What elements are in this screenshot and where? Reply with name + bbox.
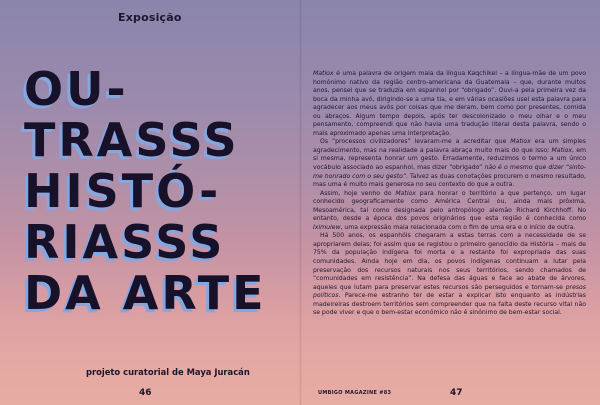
italic-run: Iximulew — [313, 223, 341, 231]
italic-run: não é o mesmo que dizer “sinto-me honrado com o seu gesto” — [313, 164, 586, 180]
title-line: HISTÓ- — [24, 164, 222, 218]
text-run: Os “processos civilizadores” levaram-me a acreditar que — [320, 138, 511, 146]
text-run: era um simples agradecimento, mas na realidade a palavra abraça muito mais do que isso; — [313, 138, 586, 154]
italic-run: Matiox — [313, 70, 334, 77]
italic-run: Matiox — [395, 189, 416, 197]
title-line: OU- — [24, 62, 129, 116]
page-number-right: 47 — [450, 388, 463, 398]
italic-run: Matiox — [510, 138, 531, 146]
text-run: para honrar o território a que pertenço, um lugar conhecido geograficamente como América Central ou, ainda mais próxima, Mesoamérica, tal como designada pelo antropólogo alemão Richard Kirchhoff. No entanto, desde a época dos povos originários que esta região é conhecida como — [313, 189, 586, 223]
body-paragraph — [313, 232, 586, 317]
italic-run: Matiox — [551, 146, 573, 154]
body-paragraph — [313, 70, 586, 138]
body-paragraph — [313, 190, 586, 233]
text-run: Há 500 anos, os espanhóis chegaram a estas terras com a necessidade de se apropriarem delas; foi assim que se registou o primeiro genocídio da História – mais de 75% da população indígena foi morta e a restante foi expropriada das suas comunidades. Ainda hoje em dia, os povos indígenas continuam a lutar pela preservação dos recursos naturais nos seus territórios, sendo chamados de “comunidades em resistência”. Na defesa das águas e face ao abate de árvores, aqueles que lutam para preservar estes recursos são perseguidos e tornam-se — [313, 232, 586, 291]
title-line: TRASSS — [24, 113, 240, 167]
text-run: Assim, hoje venho do — [320, 189, 396, 197]
article-body — [313, 70, 586, 318]
article-title — [24, 64, 267, 319]
title-line: RIASSS — [24, 215, 226, 269]
text-run: . Talvez as duas conotações procurem o mesmo resultado, mas uma é muito mais generosa no seu contexto do que a outra. — [313, 172, 587, 189]
page-number-left: 46 — [139, 388, 152, 398]
text-run: , em si mesma, representa honrar um gesto. Erradamente, reduzimos o termo a um único vocábulo associado ao espanhol, mas dizer “obrigado” — [313, 146, 586, 172]
section-label: Exposição — [118, 11, 182, 24]
text-run: é uma palavra de origem maia da língua Kaqchikel – a língua-mãe de um povo homónimo nativo da região centro-americana da Guatemala – que, durante muitos anos, pensei que se traduzia em espanhol por “obrigado”. Ouvi-a pela primeira vez da boca da minha avó, dirigindo-se a uma tia, e em várias ocasiões usei esta palavra para agradecer aos meus avós por coisas que me deram, bem como por presentes, comida ou abraços. Algum tempo depois, após ter descolonizado o meu olhar e o meu pensamento, compreendi que não havia uma tradução literal desta palavra, sendo o mais aproximado apenas uma interpretação. — [313, 70, 586, 137]
page-gutter — [299, 0, 302, 405]
article-subtitle: projeto curatorial de Maya Juracán — [86, 367, 250, 377]
text-run: , uma expressão maia relacionada com o fim de uma era e o início de outra. — [340, 223, 576, 231]
body-paragraph — [313, 138, 586, 189]
magazine-name: UMBIGO MAGAZINE #83 — [318, 390, 392, 396]
italic-run: presos políticos — [313, 283, 586, 300]
title-line: DA ARTE — [24, 266, 267, 320]
text-run: . Parece-me estranho ter de estar a explicar isto enquanto as indústrias madeireiras destroem territórios sem compreender que na falta deste recurso vital não se pode viver e que o bem-estar económico não é sinónimo de bem-estar social. — [313, 292, 586, 317]
